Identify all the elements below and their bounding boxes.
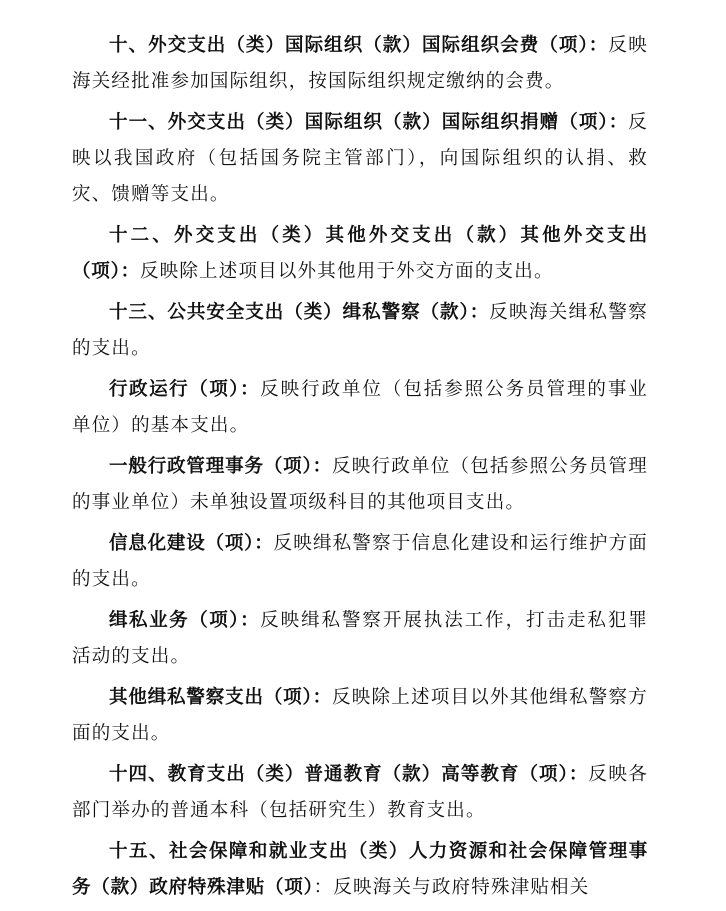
paragraph-anti-smuggling-business: [72, 603, 648, 675]
paragraph-informatization: [72, 526, 648, 598]
paragraph-heading: 十四、教育支出（类）普通教育（款）高等教育（项）：: [109, 764, 589, 785]
paragraph-heading: 十二、外交支出（类）其他外交支出（款）其他外交支出（项）：: [72, 225, 648, 282]
paragraph-heading: 十、外交支出（类）国际组织（款）国际组织会费（项）：: [109, 35, 609, 56]
paragraph-text: 反映海关经批准参加国际组织，按国际组织规定缴纳的会费。: [72, 35, 648, 92]
paragraph-text: 反映缉私警察开展执法工作，打击走私犯罪活动的支出。: [72, 610, 648, 667]
paragraph-text: 反映各部门举办的普通本科（包括研究生）教育支出。: [72, 764, 648, 821]
paragraph-10: [72, 28, 648, 100]
paragraph-15: [72, 834, 648, 906]
paragraph-text: ：反映海关与政府特殊津贴相关: [313, 877, 590, 898]
paragraph-heading: 十三、公共安全支出（类）缉私警察（款）：: [109, 302, 490, 323]
paragraph-14: [72, 757, 648, 829]
paragraph-other-police-expenditure: [72, 680, 648, 752]
paragraph-text: 反映海关缉私警察的支出。: [72, 302, 648, 359]
paragraph-administrative-operation: [72, 372, 648, 444]
paragraph-heading: 十一、外交支出（类）国际组织（款）国际组织捐赠（项）：: [109, 112, 629, 133]
paragraph-text: 反映除上述项目以外其他缉私警察方面的支出。: [72, 687, 649, 744]
document-page: [72, 28, 648, 911]
paragraph-heading: 十五、社会保障和就业支出（类）人力资源和社会保障管理事务（款）政府特殊津贴（项）: [72, 841, 648, 898]
paragraph-heading: 缉私业务（项）：: [109, 610, 261, 631]
paragraph-text: 反映行政单位（包括参照公务员管理的事业单位）的基本支出。: [72, 379, 648, 436]
paragraph-text: 反映除上述项目以外其他用于外交方面的支出。: [139, 261, 554, 282]
paragraph-heading: 一般行政管理事务（项）：: [109, 456, 332, 477]
paragraph-text: 反映缉私警察于信息化建设和运行维护方面的支出。: [72, 533, 648, 590]
paragraph-text: 反映行政单位（包括参照公务员管理的事业单位）未单独设置项级科目的其他项目支出。: [72, 456, 649, 513]
paragraph-13: [72, 295, 648, 367]
paragraph-heading: 其他缉私警察支出（项）：: [109, 687, 332, 708]
paragraph-heading: 信息化建设（项）：: [109, 533, 274, 554]
paragraph-general-admin-affairs: [72, 449, 648, 521]
paragraph-11: [72, 105, 648, 213]
paragraph-heading: 行政运行（项）：: [109, 379, 261, 400]
paragraph-text: 反映以我国政府（包括国务院主管部门），向国际组织的认捐、救灾、馈赠等支出。: [72, 112, 648, 205]
paragraph-12: [72, 218, 648, 290]
